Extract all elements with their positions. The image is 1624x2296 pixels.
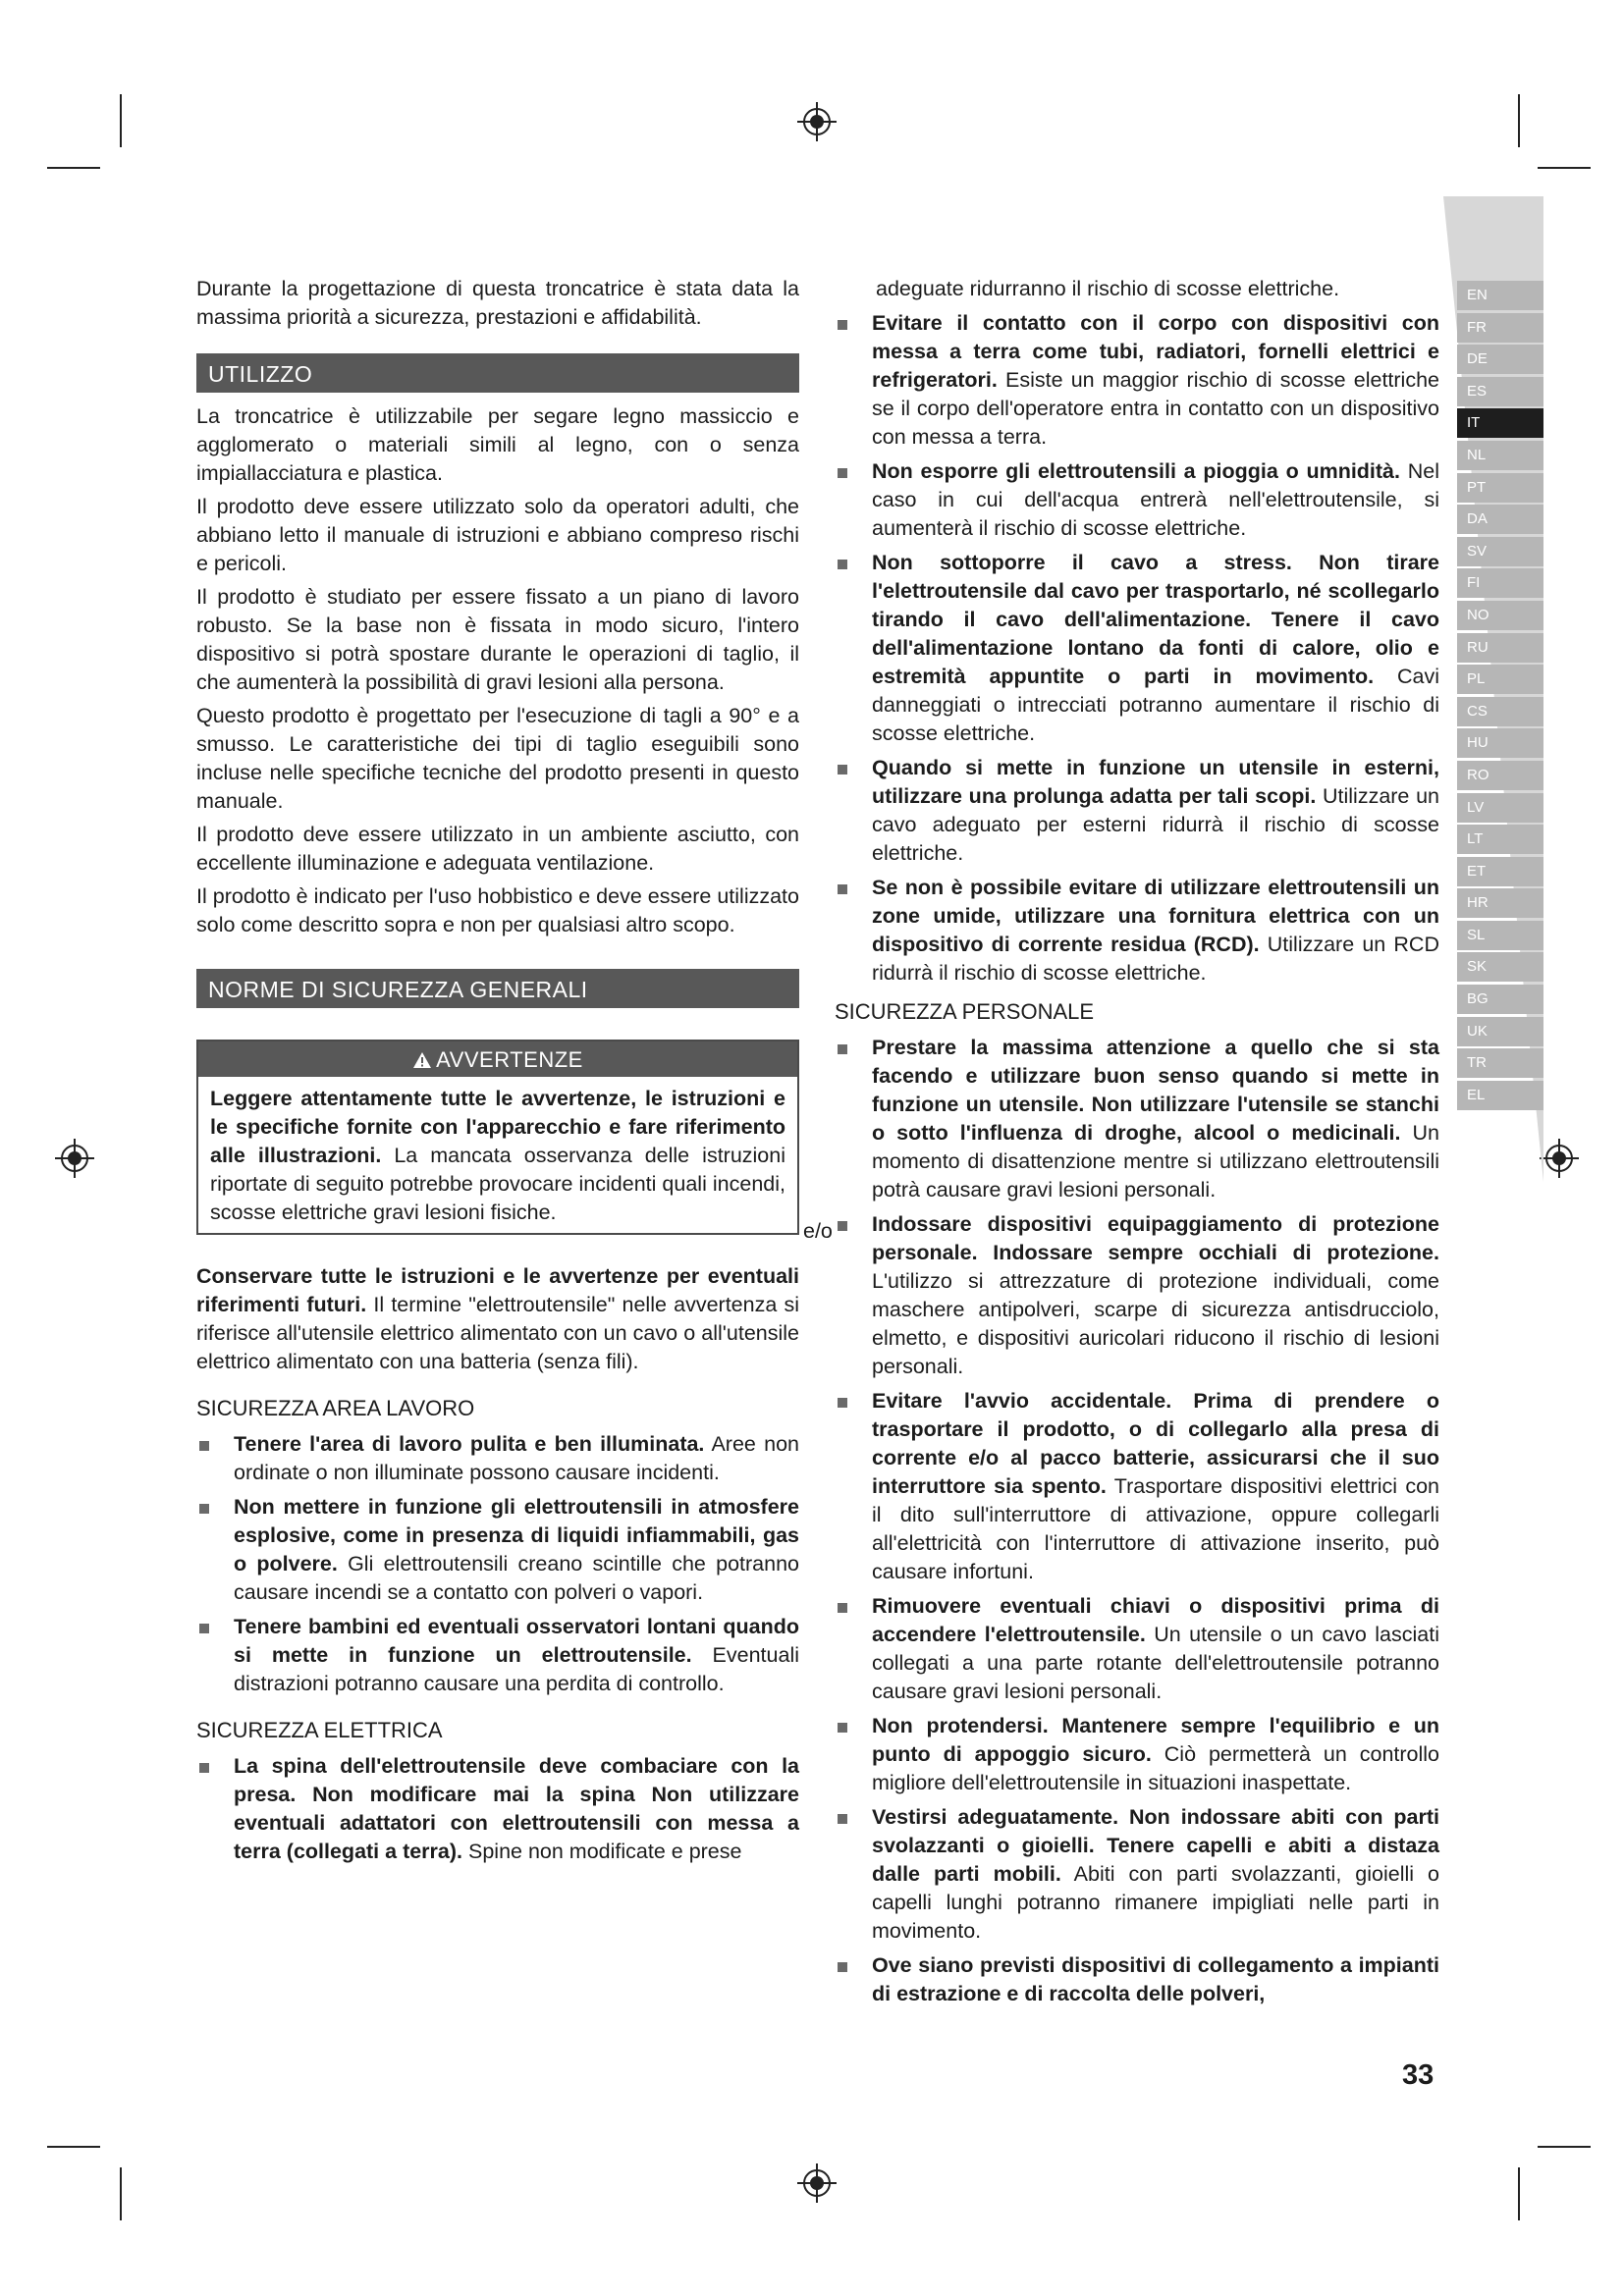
section-header-utilizzo: UTILIZZO xyxy=(196,353,799,393)
language-tab-da[interactable]: DA xyxy=(1457,505,1543,534)
language-tab-de[interactable]: DE xyxy=(1457,345,1543,374)
list-item: Non esporre gli elettroutensili a pioggia o umnidità. Nel caso in cui dell'acqua entrerà nell'elettroutensile, si aumenterà il rischio di scosse elettriche. xyxy=(835,457,1439,543)
warning-title: AVVERTENZE xyxy=(436,1047,583,1072)
list-item: Tenere bambini ed eventuali osservatori lontani quando si mette in funzione un elettroutensile. Eventuali distrazioni potranno causare una perdita di controllo. xyxy=(196,1613,799,1698)
list-item: Ove siano previsti dispositivi di collegamento a impianti di estrazione e di raccolta delle polveri, xyxy=(835,1951,1439,2008)
bullet-icon xyxy=(838,1723,847,1733)
language-tab-tr[interactable]: TR xyxy=(1457,1048,1543,1078)
language-tab-et[interactable]: ET xyxy=(1457,857,1543,886)
list-item: Non sottoporre il cavo a stress. Non tirare l'elettroutensile dal cavo per trasportarlo, né scollegarlo tirando il cavo dell'alimentazione. Tenere il cavo dell'alimentazione lontano da fonti di calore, olio e estremità appuntite o parti in movimento. Cavi danneggiati o intrecciati potranno aumentare il rischio di scosse elettriche. xyxy=(835,549,1439,748)
language-tab-fi[interactable]: FI xyxy=(1457,568,1543,598)
language-tab-lt[interactable]: LT xyxy=(1457,825,1543,854)
language-tab-pl[interactable]: PL xyxy=(1457,665,1543,694)
list-item: Vestirsi adeguatamente. Non indossare abiti con parti svolazzanti o gioielli. Tenere capelli e abiti a distaza dalle parti mobili. Abiti con parti svolazzanti, gioielli o capelli lunghi potranno rimanere impigliati nelle parti in movimento. xyxy=(835,1803,1439,1946)
bullet-icon xyxy=(838,1962,847,1972)
crop-mark xyxy=(120,2167,122,2220)
list-item: La spina dell'elettroutensile deve combaciare con la presa. Non modificare mai la spina Non utilizzare eventuali adattatori con elettroutensili con messa a terra (collegati a terra). Spine non modificate e prese xyxy=(196,1752,799,1866)
language-tab-sk[interactable]: SK xyxy=(1457,952,1543,982)
left-column xyxy=(196,275,799,1872)
list-item: Indossare dispositivi equipaggiamento di protezione personale. Indossare sempre occhiali di protezione. L'utilizzo si attrezzature di protezione individuali, come maschere antipolveri, scarpe di sicurezza antisdrucciolo, elmetto, e dispositivi auricolari riducono il rischio di lesioni personali. xyxy=(835,1210,1439,1381)
language-tab-en[interactable]: EN xyxy=(1457,281,1543,310)
language-tabs xyxy=(1457,281,1543,1112)
language-tab-ro[interactable]: RO xyxy=(1457,761,1543,790)
list-item: Evitare il contatto con il corpo con dispositivi con messa a terra come tubi, radiatori, fornelli elettrici e refrigeratori. Esiste un maggior rischio di scosse elettriche se il corpo dell'operatore entra in contatto con un dispositivo con messa a terra. xyxy=(835,309,1439,452)
bullet-icon xyxy=(838,1044,847,1054)
warning-text: La mancata osservanza delle istruzioni riportate di seguito potrebbe provocare incidenti quali incendi, scosse elettriche xyxy=(210,1144,785,1224)
registration-mark-icon xyxy=(1540,1139,1579,1178)
list-item: Quando si mette in funzione un utensile in esterni, utilizzare una prolunga adatta per tali scopi. Utilizzare un cavo adeguato per esterni ridurrà il rischio di scosse elettriche. xyxy=(835,754,1439,868)
crop-mark xyxy=(1538,167,1591,169)
registration-mark-icon xyxy=(797,2163,837,2203)
language-tab-no[interactable]: NO xyxy=(1457,601,1543,630)
language-tab-bg[interactable]: BG xyxy=(1457,985,1543,1014)
bullet-icon xyxy=(838,1398,847,1408)
language-tab-pt[interactable]: PT xyxy=(1457,473,1543,503)
right-column xyxy=(835,275,1439,2014)
language-tab-nl[interactable]: NL xyxy=(1457,441,1543,470)
bullet-icon xyxy=(838,1603,847,1613)
paragraph: Il prodotto è indicato per l'uso hobbistico e deve essere utilizzato solo come descritto sopra e non per qualsiasi altro scopo. xyxy=(196,884,799,936)
list-item: Prestare la massima attenzione a quello che si sta facendo e utilizzare buon senso quando si mette in funzione un utensile. Non utilizzare l'utensile se stanchi o sotto l'influenza di droghe, alcool o medicinali. Un momento di disattenzione mentre si utilizzano elettroutensili potrà causare gravi lesioni personali. xyxy=(835,1034,1439,1204)
registration-mark-icon xyxy=(55,1139,94,1178)
warning-box xyxy=(196,1040,799,1235)
list-item: Non protendersi. Mantenere sempre l'equilibrio e un punto di appoggio sicuro. Ciò permetterà un controllo migliore dell'elettroutensile in situazioni inaspettate. xyxy=(835,1712,1439,1797)
language-tab-uk[interactable]: UK xyxy=(1457,1017,1543,1046)
crop-mark xyxy=(120,94,122,147)
page-number: 33 xyxy=(1402,2059,1435,2091)
list-item: Rimuovere eventuali chiavi o dispositivi prima di accendere l'elettroutensile. Un utensile o un cavo lasciati collegati a una parte rotante dell'elettroutensile potranno causare gravi lesioni personali. xyxy=(835,1592,1439,1706)
paragraph: Il prodotto è studiato per essere fissato a un piano di lavoro robusto. Se la base non è fissata in modo sicuro, l'intero dispositivo si potrà spostare durante le operazioni di taglio, il che aumenterà la possibilità di gravi lesioni alla persona. xyxy=(196,585,799,694)
list-item: Se non è possibile evitare di utilizzare elettroutensili un zone umide, utilizzare una fornitura elettrica con un dispositivo di corrente residua (RCD). Utilizzare un RCD ridurrà il rischio di scosse elettriche. xyxy=(835,874,1439,988)
language-tab-hr[interactable]: HR xyxy=(1457,888,1543,918)
conservare-bold: Conservare tutte le istruzioni e le avvertenze per eventuali riferimenti futuri. xyxy=(196,1264,799,1316)
list-item: Non mettere in funzione gli elettroutensili in atmosfere esplosive, come in presenza di liquidi infiammabili, gas o polvere. Gli elettroutensili creano scintille che potranno causare incendi se a contatto con polveri o vapori. xyxy=(196,1493,799,1607)
crop-mark xyxy=(47,167,100,169)
language-tab-sl[interactable]: SL xyxy=(1457,921,1543,950)
subheading-area-lavoro: SICUREZZA AREA LAVORO xyxy=(196,1396,475,1420)
bullet-icon xyxy=(199,1624,209,1633)
warning-bold-text: Leggere attentamente tutte le avvertenze, le istruzioni e le specifiche fornite con l'apparecchio e fare riferimento alle illustrazioni. xyxy=(210,1087,785,1167)
bullet-icon xyxy=(838,765,847,774)
subheading-personale: SICUREZZA PERSONALE xyxy=(835,999,1095,1024)
warning-overflow-text: e/o xyxy=(803,1219,833,1243)
intro-text: Durante la progettazione di questa troncatrice è stata data la massima priorità a sicurezza, prestazioni e affidabilità. xyxy=(196,277,799,329)
bullet-icon xyxy=(838,320,847,330)
paragraph: La troncatrice è utilizzabile per segare legno massiccio e agglomerato o materiali simili al legno, con o senza impiallacciatura e plastica. xyxy=(196,404,799,485)
section-header-norme: NORME DI SICUREZZA GENERALI xyxy=(196,969,799,1008)
language-tab-hu[interactable]: HU xyxy=(1457,728,1543,758)
crop-mark xyxy=(47,2146,100,2148)
crop-mark xyxy=(1538,2146,1591,2148)
warning-header xyxy=(198,1041,797,1077)
list-item: Evitare l'avvio accidentale. Prima di prendere o trasportare il prodotto, o di collegarlo alla presa di corrente e/o al pacco batterie, assicurarsi che il suo interruttore sia spento. Trasportare dispositivi elettrici con il dito sull'interruttore di attivazione, oppure collegarli all'elettricità con l'interruttore di attivazione inserito, può causare infortuni. xyxy=(835,1387,1439,1586)
paragraph: Il prodotto deve essere utilizzato solo da operatori adulti, che abbiano letto il manuale di istruzioni e abbiano compreso rischi e pericoli. xyxy=(196,495,799,575)
warning-text-end: gravi lesioni fisiche. xyxy=(367,1201,557,1224)
registration-mark-icon xyxy=(797,102,837,141)
bullet-icon xyxy=(838,884,847,894)
bullet-icon xyxy=(838,1221,847,1231)
subheading-elettrica: SICUREZZA ELETTRICA xyxy=(196,1718,443,1742)
bullet-icon xyxy=(199,1441,209,1451)
crop-mark xyxy=(1518,2167,1520,2220)
language-tab-lv[interactable]: LV xyxy=(1457,793,1543,823)
language-tab-cs[interactable]: CS xyxy=(1457,697,1543,726)
paragraph: Questo prodotto è progettato per l'esecuzione di tagli a 90° e a smusso. Le caratteristiche dei tipi di taglio eseguibili sono incluse nelle specifiche tecniche del prodotto presenti in questo manuale. xyxy=(196,704,799,813)
list-item: Tenere l'area di lavoro pulita e ben illuminata. Aree non ordinate o non illuminate possono causare incidenti. xyxy=(196,1430,799,1487)
bullet-icon xyxy=(838,560,847,569)
language-tab-ru[interactable]: RU xyxy=(1457,633,1543,663)
conservare-text: Il termine "elettroutensile" nelle avvertenza si riferisce all'utensile elettrico alimentato con un cavo o all'utensile elettrico alimentato con una batteria (senza fili). xyxy=(196,1293,799,1373)
bullet-icon xyxy=(838,468,847,478)
language-tab-es[interactable]: ES xyxy=(1457,377,1543,406)
warning-triangle-icon xyxy=(412,1051,432,1069)
paragraph: Il prodotto deve essere utilizzato in un ambiente asciutto, con eccellente illuminazione e adeguata ventilazione. xyxy=(196,823,799,875)
list-item-continued: adeguate ridurranno il rischio di scosse elettriche. xyxy=(876,277,1340,300)
language-tab-fr[interactable]: FR xyxy=(1457,313,1543,343)
language-tab-it[interactable]: IT xyxy=(1457,408,1543,438)
bullet-icon xyxy=(838,1814,847,1824)
language-tab-sv[interactable]: SV xyxy=(1457,537,1543,566)
language-tab-el[interactable]: EL xyxy=(1457,1081,1543,1110)
bullet-icon xyxy=(199,1504,209,1514)
bullet-icon xyxy=(199,1763,209,1773)
crop-mark xyxy=(1518,94,1520,147)
